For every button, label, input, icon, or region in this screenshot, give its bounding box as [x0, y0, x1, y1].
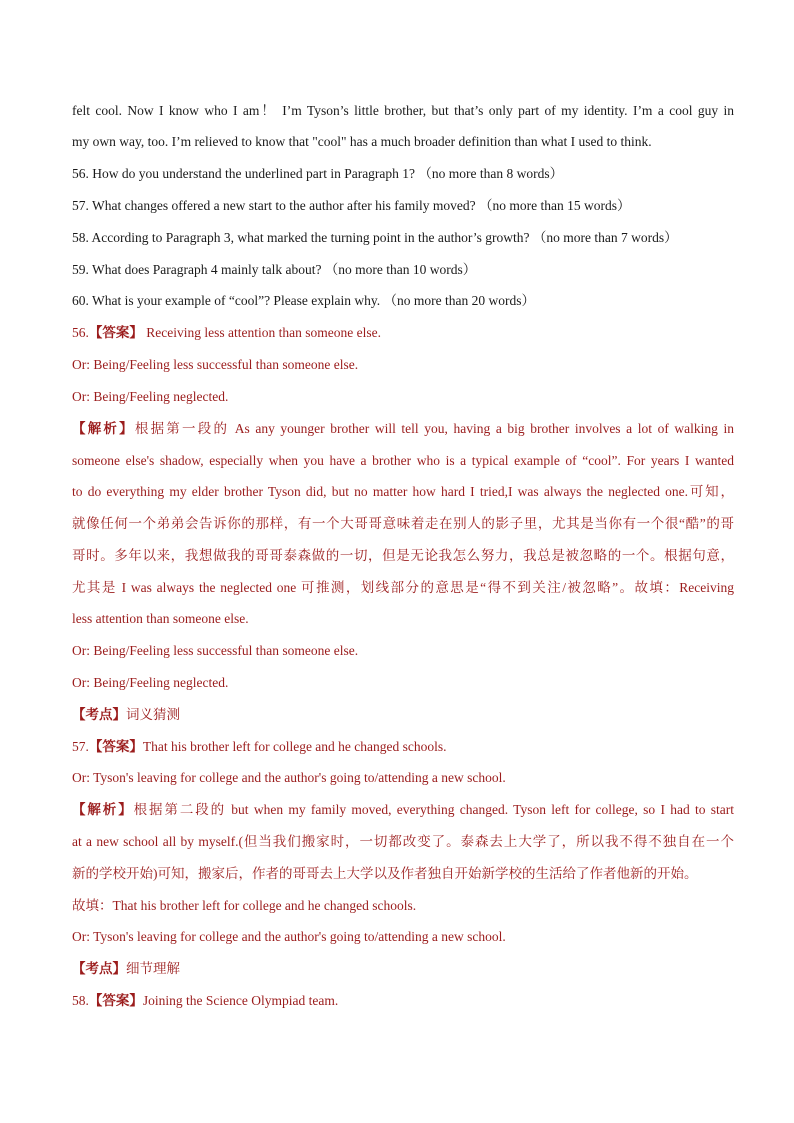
point-tag: 【考点】: [72, 707, 126, 722]
point-57-text: 细节理解: [126, 961, 180, 976]
question-58: 58. According to Paragraph 3, what marked the turning point in the author’s growth? （no more than 7 words）: [72, 230, 678, 245]
answer-57-number: 57.: [72, 739, 89, 754]
answer-tag: 【答案】: [88, 993, 143, 1008]
analysis-56-text-1: 根据第一段的 As any younger brother will tell you, having a big brother involves a lot of walking in: [134, 421, 735, 436]
analysis-56-line-6: 尤其是 I was always the neglected one 可推测，划线部分的意思是“得不到关注/被忽略”。故填：Receiving: [72, 580, 734, 595]
analysis-57-line-2: at a new school all by myself.(但当我们搬家时，一切都改变了。泰森去上大学了，所以我不得不独自在一个: [72, 834, 734, 849]
analysis-57-line-1: [72, 800, 734, 820]
passage-line-2: my own way, too. I’m relieved to know that "cool" has a much broader definition than what I used to think.: [72, 134, 652, 149]
question-59: 59. What does Paragraph 4 mainly talk about? （no more than 10 words）: [72, 262, 477, 277]
analysis-tag: 【解析】: [72, 802, 134, 817]
analysis-56-line-4: 就像任何一个弟弟会告诉你的那样，有一个大哥哥意味着走在别人的影子里，尤其是当你有一个很“酷”的哥: [72, 516, 734, 531]
point-tag: 【考点】: [72, 961, 126, 976]
answer-tag: 【答案】: [88, 325, 143, 340]
answer-56-number: 56.: [72, 325, 89, 340]
analysis-56-alt-2: Or: Being/Feeling neglected.: [72, 675, 229, 690]
answer-57-alt-1: Or: Tyson's leaving for college and the author's going to/attending a new school.: [72, 770, 506, 785]
question-56: 56. How do you understand the underlined part in Paragraph 1? （no more than 8 words）: [72, 166, 564, 181]
analysis-57-line-3: 新的学校开始)可知，搬家后，作者的哥哥去上大学以及作者独自开始新学校的生活给了作者他新的开始。: [72, 866, 698, 881]
answer-58: [72, 991, 734, 1011]
point-56: [72, 705, 734, 725]
analysis-tag: 【解析】: [72, 421, 135, 436]
analysis-56-line-3: to do everything my elder brother Tyson did, but no matter how hard I tried,I was always the neglected one.可知，: [72, 484, 734, 499]
answer-57: [72, 737, 734, 757]
analysis-57-fill-alt: Or: Tyson's leaving for college and the author's going to/attending a new school.: [72, 929, 506, 944]
answer-tag: 【答案】: [88, 739, 143, 754]
answer-57-text: That his brother left for college and he changed schools.: [142, 739, 447, 754]
analysis-56-line-1: [72, 419, 734, 439]
analysis-56-alt-1: Or: Being/Feeling less successful than someone else.: [72, 643, 359, 658]
analysis-56-line-2: someone else's shadow, especially when you have a brother who is a typical example of “cool”. For years I wanted: [72, 453, 734, 468]
answer-56-alt-1: Or: Being/Feeling less successful than someone else.: [72, 357, 359, 372]
point-57: [72, 959, 734, 979]
passage-line-1: felt cool. Now I know who I am！ I’m Tyson’s little brother, but that’s only part of my identity. I’m a cool guy in: [72, 103, 734, 118]
analysis-57-fill: 故填：That his brother left for college and he changed schools.: [72, 898, 417, 913]
answer-56-text: Receiving less attention than someone else.: [142, 325, 381, 340]
point-56-text: 词义猜测: [126, 707, 180, 722]
answer-56: [72, 323, 734, 343]
question-57: 57. What changes offered a new start to the author after his family moved? （no more than 15 words）: [72, 198, 631, 213]
analysis-56-line-5: 哥时。多年以来，我想做我的哥哥泰森做的一切，但是无论我怎么努力，我总是被忽略的一个。根据句意，: [72, 548, 734, 563]
answer-56-alt-2: Or: Being/Feeling neglected.: [72, 389, 229, 404]
answer-58-number: 58.: [72, 993, 89, 1008]
question-60: 60. What is your example of “cool”? Please explain why. （no more than 20 words）: [72, 293, 536, 308]
analysis-56-line-7: less attention than someone else.: [72, 611, 249, 626]
analysis-57-text-1: 根据第二段的 but when my family moved, everything changed. Tyson left for college, so I had to start: [133, 802, 735, 817]
answer-58-text: Joining the Science Olympiad team.: [142, 993, 339, 1008]
